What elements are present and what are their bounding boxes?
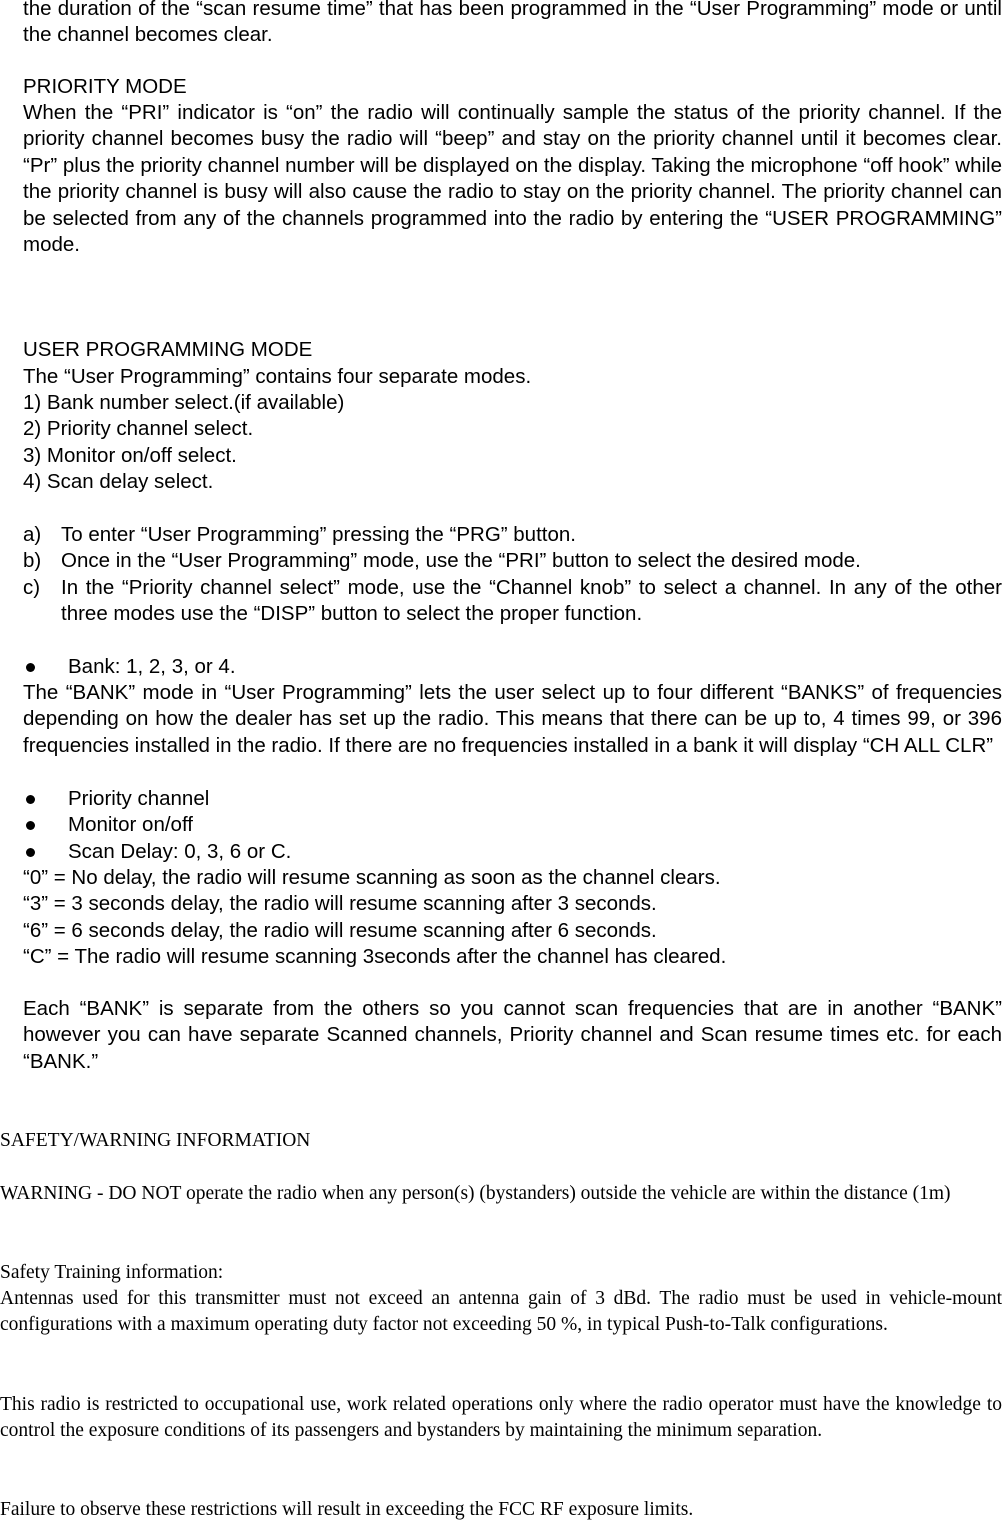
bullet-text: Scan Delay: 0, 3, 6 or C. bbox=[68, 839, 292, 863]
delay-item: “3” = 3 seconds delay, the radio will resume scanning after 3 seconds. bbox=[23, 892, 657, 916]
delay-item: “C” = The radio will resume scanning 3seconds after the channel has cleared. bbox=[23, 945, 727, 969]
mode-item: 4) Scan delay select. bbox=[23, 470, 214, 494]
failure-paragraph: Failure to observe these restrictions will result in exceeding the FCC RF exposure limits. bbox=[0, 1499, 694, 1520]
priority-mode-heading: PRIORITY MODE bbox=[23, 75, 187, 98]
mode-item: 3) Monitor on/off select. bbox=[23, 443, 237, 467]
bullet-dot-icon bbox=[26, 848, 35, 857]
bullet-item bbox=[23, 812, 1002, 838]
occupational-paragraph: This radio is restricted to occupational use, work related operations only where the radio operator must have the knowledge to control the exposure conditions of its passengers and bystanders by maintaining the minimum separation. bbox=[0, 1394, 1002, 1442]
step-label: b) bbox=[23, 549, 42, 573]
bank-description: The “BANK” mode in “User Programming” lets the user select up to four different “BANKS” of frequencies depending on how the dealer has set up the radio. This means that there can be up to, 4 times 99, or 396 frequencies installed in the radio. If there are no frequencies installed in a bank it will display “CH ALL CLR” bbox=[23, 681, 1002, 757]
delay-item: “6” = 6 seconds delay, the radio will resume scanning after 6 seconds. bbox=[23, 918, 657, 942]
training-heading: Safety Training information: bbox=[0, 1262, 224, 1283]
mode-item: 1) Bank number select.(if available) bbox=[23, 391, 345, 414]
step-item bbox=[23, 522, 1002, 548]
safety-heading: SAFETY/WARNING INFORMATION bbox=[0, 1130, 311, 1151]
user-programming-heading: USER PROGRAMMING MODE bbox=[23, 338, 313, 361]
step-text: To enter “User Programming” pressing the “PRG” button. bbox=[61, 523, 576, 546]
steps-list bbox=[23, 522, 1002, 628]
feature-bullets bbox=[23, 786, 1002, 865]
bullet-item bbox=[23, 654, 1002, 680]
bullet-item bbox=[23, 839, 1002, 865]
delay-item: “0” = No delay, the radio will resume scanning as soon as the channel clears. bbox=[23, 866, 721, 889]
priority-mode-body: When the “PRI” indicator is “on” the radio will continually sample the status of the priority channel. If the priority channel becomes busy the radio will “beep” and stay on the priority channel until it becomes clear. “Pr” plus the priority channel number will be displayed on the display. Taking the microphone “off hook” while the priority channel is busy will also cause the radio to stay on the priority channel. The priority channel can be selected from any of the channels programmed into the radio by entering the “USER PROGRAMMING” mode. bbox=[23, 101, 1002, 257]
step-text: In the “Priority channel select” mode, use the “Channel knob” to select a channel. In any of the other three modes use the “DISP” button to select the proper function. bbox=[61, 575, 1002, 626]
scan-delay-list bbox=[23, 865, 1002, 971]
warning-paragraph: WARNING - DO NOT operate the radio when any person(s) (bystanders) outside the vehicle are within the distance (1m) bbox=[0, 1183, 951, 1204]
bullet-dot-icon bbox=[26, 821, 35, 830]
intro-paragraph: the duration of the “scan resume time” that has been programmed in the “User Programming” mode or until the channel becomes clear. bbox=[23, 0, 1002, 47]
bullet-text: Bank: 1, 2, 3, or 4. bbox=[68, 655, 236, 678]
bank-bullet-block bbox=[23, 654, 1002, 680]
step-item bbox=[23, 575, 1002, 628]
modes-list bbox=[23, 390, 1002, 496]
mode-item: 2) Priority channel select. bbox=[23, 417, 254, 441]
training-body: Antennas used for this transmitter must not exceed an antenna gain of 3 dBd. The radio must be used in vehicle-mount configurations with a maximum operating duty factor not exceeding 50 %, in typical Push-to-Talk configurations. bbox=[0, 1288, 1002, 1336]
bullet-dot-icon bbox=[26, 663, 35, 672]
step-item bbox=[23, 548, 1002, 574]
bullet-text: Priority channel bbox=[68, 787, 210, 810]
bullet-dot-icon bbox=[26, 795, 35, 804]
bullet-item bbox=[23, 786, 1002, 812]
user-programming-intro: The “User Programming” contains four separate modes. bbox=[23, 365, 532, 388]
bank-note: Each “BANK” is separate from the others so you cannot scan frequencies that are in another “BANK” however you can have separate Scanned channels, Priority channel and Scan resume times etc. for each “BANK.” bbox=[23, 997, 1002, 1073]
bullet-text: Monitor on/off bbox=[68, 813, 193, 837]
step-label: a) bbox=[23, 523, 42, 546]
step-label: c) bbox=[23, 575, 41, 599]
step-text: Once in the “User Programming” mode, use the “PRI” button to select the desired mode. bbox=[61, 549, 861, 573]
